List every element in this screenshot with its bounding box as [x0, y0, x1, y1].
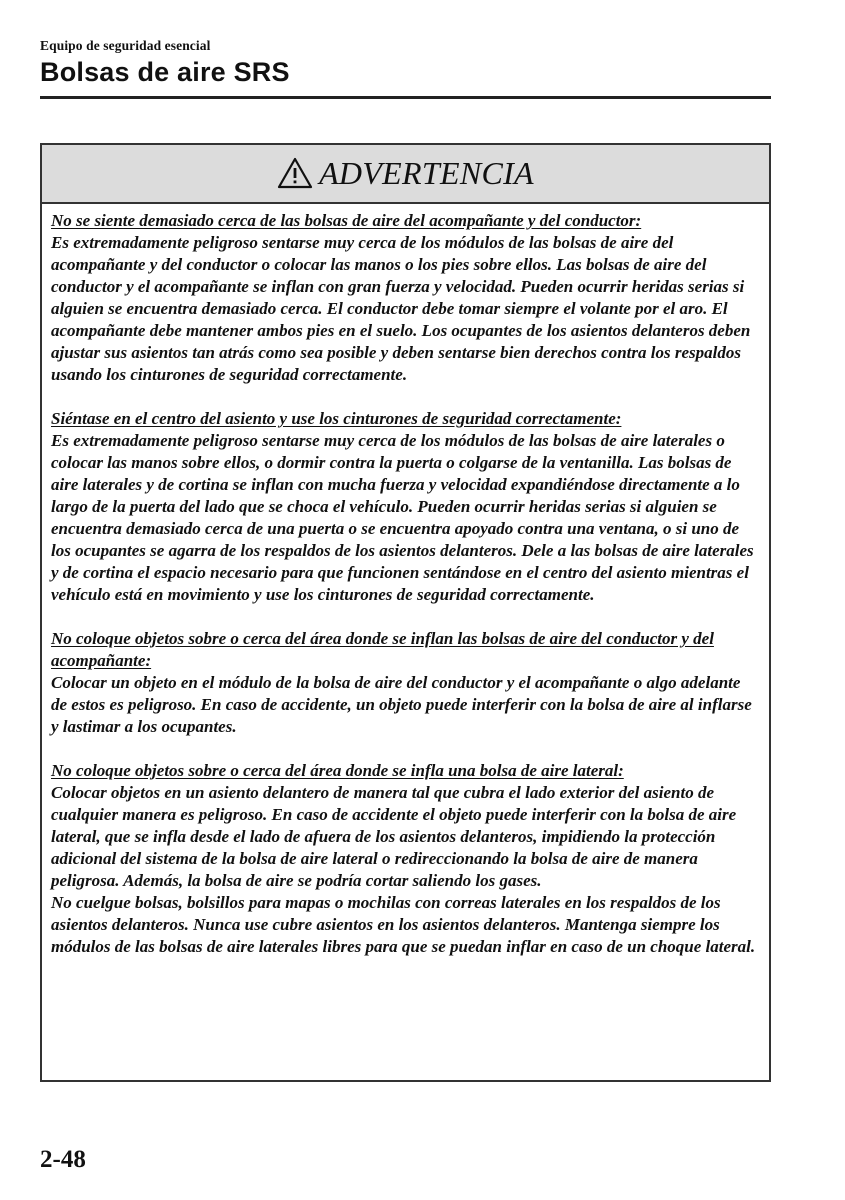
- warning-item-text: Colocar un objeto en el módulo de la bolsa de aire del conductor y el acompañante o algo adelante de estos es peligroso. En caso de accidente, un objeto puede interferir con la bolsa de aire al inflarse y lastimar a los ocupantes.: [51, 673, 752, 736]
- warning-item-heading: No se siente demasiado cerca de las bolsas de aire del acompañante y del conductor:: [51, 211, 642, 230]
- warning-item-heading: No coloque objetos sobre o cerca del área donde se inflan las bolsas de aire del conductor y del acompañante:: [51, 629, 714, 670]
- page-title: Bolsas de aire SRS: [40, 57, 290, 87]
- warning-item-text: No cuelgue bolsas, bolsillos para mapas o mochilas con correas laterales en los respaldos de los asientos delanteros. Nunca use cubre asientos en los asientos delanteros. Mantenga siempre los módulos de las bolsas de aire laterales libres para que se puedan inflar en caso de un choque lateral.: [51, 893, 756, 956]
- page-number: 2-48: [40, 1146, 86, 1173]
- warning-item-text: Colocar objetos en un asiento delantero de manera tal que cubra el lado exterior del asiento de cualquier manera es peligroso. En caso de accidente el objeto puede interferir con la bolsa de aire lateral, que se infla desde el lado de afuera de los asientos delanteros, impidiendo la protección adicional del sistema de la bolsa de aire lateral o redireccionando la bolsa de aire de manera peligrosa. Además, la bolsa de aire se podría cortar saliendo los gases.: [51, 783, 737, 890]
- warning-title: ADVERTENCIA: [319, 155, 534, 191]
- heading-divider: [40, 96, 771, 99]
- warning-header: [42, 145, 769, 204]
- warning-item-text: Es extremadamente peligroso sentarse muy cerca de los módulos de las bolsas de aire del acompañante y del conductor o colocar las manos o los pies sobre ellos. Las bolsas de aire del conductor y el acompañante se inflan con gran fuerza y velocidad. Pueden ocurrir heridas serias si alguien se encuentra demasiado cerca. El conductor debe tomar siempre el volante por el aro. El acompañante debe mantener ambos pies en el suelo. Los ocupantes de los asientos delanteros deben ajustar sus asientos tan atrás como sea posible y deben sentarse bien derechos contra los respaldos usando los cinturones de seguridad correctamente.: [51, 233, 751, 384]
- warning-item: [51, 760, 759, 958]
- warning-item: [51, 210, 759, 386]
- warning-triangle-icon: [277, 157, 313, 189]
- warning-item: [51, 408, 759, 606]
- warning-item-text: Es extremadamente peligroso sentarse muy cerca de los módulos de las bolsas de aire laterales o colocar las manos sobre ellos, o dormir contra la puerta o colgarse de la ventanilla. Las bolsas de aire laterales y de cortina se inflan con mucha fuerza y velocidad expandiéndose directamente a lo largo de la puerta del lado que se choca el vehículo. Pueden ocurrir heridas serias si alguien se encuentra demasiado cerca de una puerta o se encuentra apoyado contra una ventana, o si uno de los ocupantes se agarra de los respaldos de los asientos delanteros. Dele a las bolsas de aire laterales y de cortina el espacio necesario para que funcionen sentándose en el centro del asiento mientras el vehículo está en movimiento y use los cinturones de seguridad correctamente.: [51, 431, 754, 604]
- warning-item: [51, 628, 759, 738]
- warning-body: [42, 204, 769, 958]
- section-label: Equipo de seguridad esencial: [40, 38, 211, 53]
- warning-item-heading: Siéntase en el centro del asiento y use los cinturones de seguridad correctamente:: [51, 409, 622, 428]
- warning-box: [40, 143, 771, 1082]
- warning-item-heading: No coloque objetos sobre o cerca del área donde se infla una bolsa de aire lateral:: [51, 761, 624, 780]
